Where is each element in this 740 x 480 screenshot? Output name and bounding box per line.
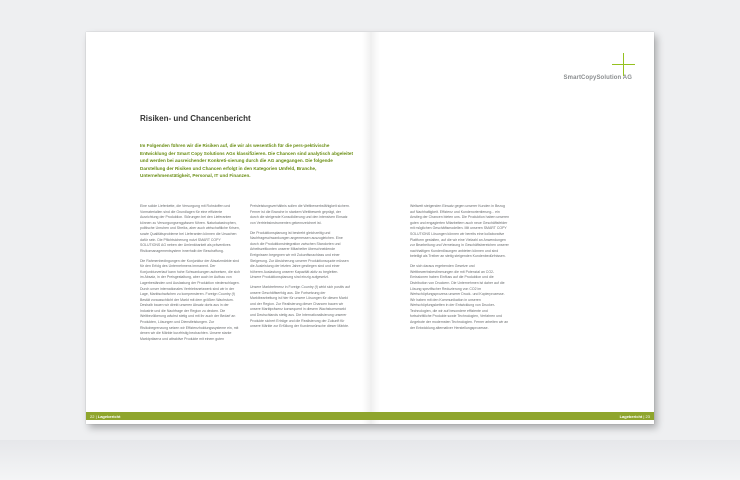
page-title: Risiken- und Chancenbericht	[140, 114, 251, 123]
page-gutter	[362, 32, 380, 424]
intro-paragraph: Im Folgenden führen wir die Risiken auf, die wir als wesentlich für die pers-pektivische Entwicklung der Smart Copy Solutions AGs klassifizieren. Die Chancen sind analytisch abgeleitet und werden bei ausreichender Konkreti-sierung durch die AG angegangen. Die folgende Darstellung der Risiken und Chancen erfolgt in den Kategorien Umfeld, Branche, Unternehmenstätigkeit, Personal, IT und Finanzen.	[140, 143, 353, 179]
background-floor	[0, 440, 740, 480]
paragraph: Eine solide Lieferkette, die Versorgung mit Rohstoffen und Vormaterialien sind die Grundlagen für eine effiziente Ausrichtung der Produktion. Störungen bei den Lieferanten können zu Versorgungsengpässen führen. Naturkatastrophen, politische Unruhen und Streiks, aber auch wirtschaftliche Krisen, sowie Qualitätsprobleme bei Lieferanten können die Ursachen dafür sein. Die Pflichtsicherung nutzt SMART COPY SOLUTIONS AG neben der Umlenkbarkeit als präventives Risikomanagementsystem innerhalb der Beschaffung.	[140, 204, 240, 253]
text-column-3	[410, 204, 510, 335]
text-column-1	[140, 204, 240, 347]
page-number-left: 22	[90, 413, 95, 419]
text-column-2	[250, 204, 350, 334]
paragraph: Die Produktionsplanung ist bestrebt gleichzeitig und Nachfrageschwankungen angemessen auszugleichen. Eine durch die Produktionsintegration zwischen Standorten und Arbeitszeitkonten unserer Mitarbeiter überschneidende Ereignissen begegnen wir mit Zukunftsnachlass und einer Steigerung. Zur Absicherung unserer Produktionsquote müssen die Ausleistung der letzten Jahre gestiegen sind und einer höheren Auslastung unserer Kapazität aktiv zu begleiten. Unsere Produktionsplanung sind einzig aufgesetzt.	[250, 230, 349, 280]
plus-mark-icon-bar	[612, 64, 635, 65]
footer-bar	[86, 412, 654, 420]
paragraph: Unsere Marktreferenz in Foreign Country (f) wirkt sich positiv auf unsere Geschäftserfolg aus. Die Fortsetzung der Marktbearbeitung ist hier für unsere Lösungen für diesen Markt und der Region. Zur Realisierung dieser Chancen bauen wir unsere Marktpräsenz konsequent in diesem Wachstumsmarkt und Deutschlands stetig aus. Die Internationalisierung unserer Produkte sichert Erträge und die Realisierung der Zukunft für unsere Märkte zur Erfüllung der Kundenwünsche dieser Märkte.	[250, 285, 350, 329]
footer-label-right: Lagebericht	[619, 413, 643, 419]
footer-right	[620, 414, 650, 419]
paragraph: Die sich daraus ergebenden Gesetze und Wettbewerbsbestimmungen die mit Potenzial an CO2-Emissionen haben Einfluss auf die Produktion und die Distribution von Druckern. Die Unternehmen ist daher auf die Lösung spezifischer Reduzierung von CO2 im Wertschöpfungsprozess unserer Druck- und Kopierprozesse. Wir haben mit den Kommunikation in unseren Wertschöpfungsketten in der Entwicklung von Drucker-Technologien, die wir auf besondere effiziente und fortschrittliche Produkte sowie Technologien, Verfahren und Angebote der modernsten Technologien. Ferner arbeiten wir an der Entwicklung alternativer Herstellungsprozesse.	[410, 264, 509, 330]
paragraph: Preisleistungsverhältnis sollen die Weltbewerbsfähigkeit sichern. Ferner ist die Branche in starkem Wettbewerb geprägt, der durch die steigende Konsolidierung und den intensiven Einsatz von Vertriebsinstrumenten gekennzeichnet ist.	[250, 204, 350, 225]
report-spread	[86, 32, 654, 424]
paragraph: Die Rahmenbedingungen der Konjunktur der Absatzmärkte sind für den Erfolg des Unternehmens immanent. Der Konjunkturverlauf kann hohe Schwankungen aufweisen, die sich im Absatz, in der Preisgestaltung, aber auch im Aufbau von Lagerbeständen und Auslastung der Produktion niederschlagen. Durch unser internationales Vertriebsnetzwerk sind wir in der Lage, Marktschwächen zu kompensieren. Foreign Country (f) Bestät vorausschlicht der Markt mit dem größten Wachstum. Deshalb bauen wir direkt unseren Absatz dorts aus in der Industrie und die Nachfrage der Region zu decken. Die Weltbevölkerung wächst stetig und mit ihr auch der Bedarf an Produkten, Lösungen und Dienstleistungen. Zur Risikobegrenzung setzen wir Effizienzholdungssysteme ein, mit denen wir die Märkte kurzfristig beobachten. Unsere starke Marktpräsenz und attraktive Produkte mit einem guten	[140, 258, 241, 341]
paragraph: Weltweit steigenden Einsatz gegen unserer Kunden in Bezug auf Nachhaltigkeit. Effizienz und Kundenorientierung... ein Anstieg der Chancen bieten uns. Die Produktion haben unseren guten und engagierten Mitarbeitern auch neue Geschäftsfelder mit möglichen Geschäftsmodellen. Mit unseren SMART COPY SOLUTIONS Lösungen können wir bereits eine kollaborative Plattform gestalten, auf die wir eine Vielzahl an Anwendungen zur Bearbeitung und Vernetzung in Geschäftsbereichen unserer nachhaltigen Kundenlösungen anbieten können und sind beteiligt als Treiber an stetig steigenden Kundenbedürfnissen.	[410, 204, 510, 259]
page-number-right: 23	[645, 413, 650, 419]
footer-label-left: Lagebericht	[97, 413, 121, 419]
footer-separator: |	[95, 413, 97, 419]
company-logo: SmartCopySolution AG	[563, 75, 632, 81]
footer-separator: |	[643, 413, 645, 419]
footer-left	[90, 414, 120, 419]
